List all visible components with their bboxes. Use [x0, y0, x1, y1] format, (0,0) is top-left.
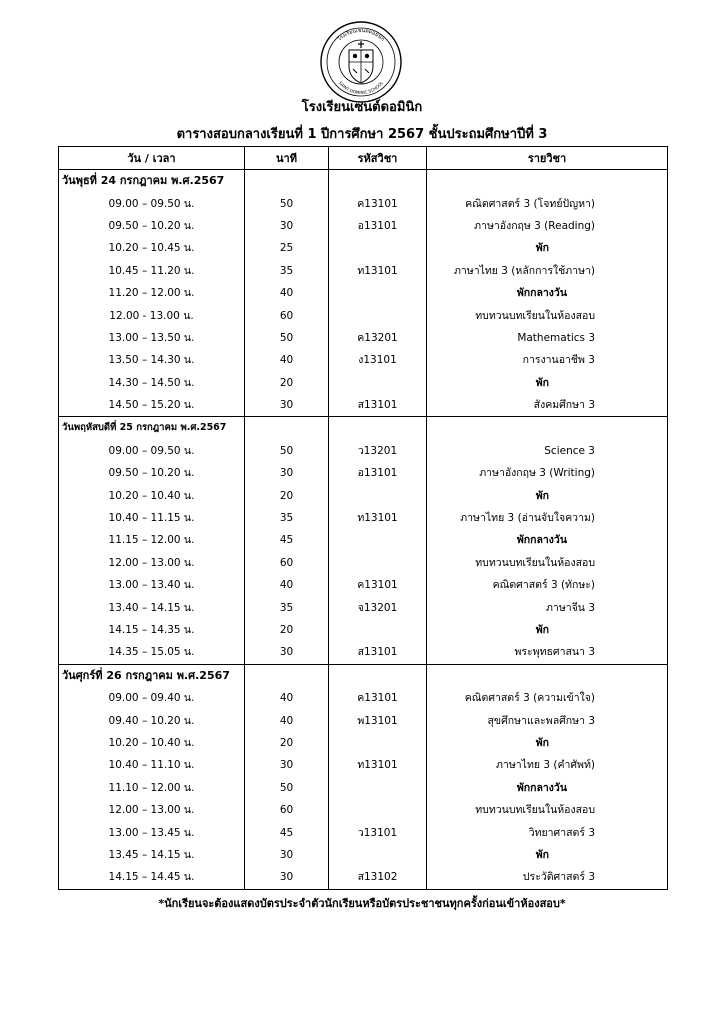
school-logo-icon — [319, 20, 403, 104]
subject-cell: ทบทวนบทเรียนในห้องสอบ — [427, 799, 668, 821]
minutes-cell: 40 — [245, 687, 329, 709]
minutes-cell: 40 — [245, 282, 329, 304]
minutes-cell: 30 — [245, 866, 329, 889]
column-header-minutes: นาที — [245, 147, 329, 170]
minutes-cell: 25 — [245, 237, 329, 259]
subject-cell: คณิตศาสตร์ 3 (ทักษะ) — [427, 574, 668, 596]
table-row — [59, 844, 668, 866]
time-cell: 13.00 – 13.50 น. — [59, 327, 245, 349]
subject-cell: ภาษาอังกฤษ 3 (Reading) — [427, 215, 668, 237]
subject-cell: คณิตศาสตร์ 3 (ความเข้าใจ) — [427, 687, 668, 709]
subject-cell: Mathematics 3 — [427, 327, 668, 349]
subject-code-cell: ส13101 — [329, 394, 427, 417]
time-cell: 09.50 – 10.20 น. — [59, 215, 245, 237]
table-row — [59, 574, 668, 596]
subject-code-cell — [329, 732, 427, 754]
empty-cell — [245, 664, 329, 687]
schedule-body — [59, 170, 668, 890]
day-header-row — [59, 170, 668, 193]
empty-cell — [329, 417, 427, 440]
empty-cell — [245, 417, 329, 440]
day-label: วันพฤหัสบดีที่ 25 กรกฎาคม พ.ศ.2567 — [59, 417, 245, 440]
minutes-cell: 20 — [245, 732, 329, 754]
minutes-cell: 30 — [245, 754, 329, 776]
subject-code-cell: ท13101 — [329, 507, 427, 529]
subject-code-cell: ท13101 — [329, 754, 427, 776]
minutes-cell: 45 — [245, 529, 329, 551]
table-row — [59, 529, 668, 551]
subject-code-cell: พ13101 — [329, 709, 427, 731]
subject-code-cell: ค13201 — [329, 327, 427, 349]
minutes-cell: 35 — [245, 260, 329, 282]
table-row — [59, 260, 668, 282]
table-row — [59, 394, 668, 417]
subject-cell: พัก — [427, 237, 668, 259]
minutes-cell: 40 — [245, 349, 329, 371]
table-row — [59, 484, 668, 506]
empty-cell — [427, 417, 668, 440]
day-label: วันพุธที่ 24 กรกฎาคม พ.ศ.2567 — [59, 170, 245, 193]
subject-code-cell: ท13101 — [329, 260, 427, 282]
subject-code-cell: ง13101 — [329, 349, 427, 371]
time-cell: 09.00 – 09.50 น. — [59, 192, 245, 214]
table-row — [59, 440, 668, 462]
table-row — [59, 732, 668, 754]
time-cell: 14.15 – 14.35 น. — [59, 619, 245, 641]
time-cell: 12.00 - 13.00 น. — [59, 304, 245, 326]
minutes-cell: 30 — [245, 641, 329, 664]
subject-cell: ประวัติศาสตร์ 3 — [427, 866, 668, 889]
table-row — [59, 596, 668, 618]
subject-code-cell: ค13101 — [329, 192, 427, 214]
minutes-cell: 50 — [245, 777, 329, 799]
time-cell: 14.35 – 15.05 น. — [59, 641, 245, 664]
time-cell: 14.15 – 14.45 น. — [59, 866, 245, 889]
subject-cell: พักกลางวัน — [427, 282, 668, 304]
subject-cell: วิทยาศาสตร์ 3 — [427, 821, 668, 843]
table-row — [59, 215, 668, 237]
minutes-cell: 30 — [245, 844, 329, 866]
table-row — [59, 237, 668, 259]
minutes-cell: 35 — [245, 596, 329, 618]
minutes-cell: 30 — [245, 462, 329, 484]
day-label: วันศุกร์ที่ 26 กรกฎาคม พ.ศ.2567 — [59, 664, 245, 687]
time-cell: 10.45 – 11.20 น. — [59, 260, 245, 282]
minutes-cell: 50 — [245, 440, 329, 462]
table-row — [59, 821, 668, 843]
subject-cell: Science 3 — [427, 440, 668, 462]
subject-cell: พัก — [427, 619, 668, 641]
time-cell: 10.20 – 10.40 น. — [59, 484, 245, 506]
logo-bottom-text: SAINT DOMINIC SCHOOL — [337, 80, 385, 96]
subject-cell: การงานอาชีพ 3 — [427, 349, 668, 371]
table-row — [59, 372, 668, 394]
subject-cell: ทบทวนบทเรียนในห้องสอบ — [427, 552, 668, 574]
table-row — [59, 799, 668, 821]
empty-cell — [427, 170, 668, 193]
time-cell: 10.40 – 11.15 น. — [59, 507, 245, 529]
table-header-row — [59, 147, 668, 170]
time-cell: 12.00 – 13.00 น. — [59, 552, 245, 574]
subject-code-cell — [329, 844, 427, 866]
subject-code-cell: จ13201 — [329, 596, 427, 618]
time-cell: 10.20 – 10.40 น. — [59, 732, 245, 754]
subject-code-cell — [329, 777, 427, 799]
day-header-row — [59, 664, 668, 687]
minutes-cell: 60 — [245, 304, 329, 326]
subject-cell: ภาษาไทย 3 (คำศัพท์) — [427, 754, 668, 776]
table-row — [59, 462, 668, 484]
table-row — [59, 192, 668, 214]
subject-cell: พักกลางวัน — [427, 777, 668, 799]
table-row — [59, 641, 668, 664]
logo-top-text: โรงเรียนเซนต์ดอมินิก — [336, 27, 386, 43]
subject-code-cell: ว13201 — [329, 440, 427, 462]
subject-code-cell: ส13101 — [329, 641, 427, 664]
time-cell: 11.20 – 12.00 น. — [59, 282, 245, 304]
minutes-cell: 60 — [245, 799, 329, 821]
table-row — [59, 866, 668, 889]
empty-cell — [329, 664, 427, 687]
time-cell: 09.50 – 10.20 น. — [59, 462, 245, 484]
minutes-cell: 50 — [245, 192, 329, 214]
table-row — [59, 687, 668, 709]
minutes-cell: 30 — [245, 215, 329, 237]
time-cell: 13.50 – 14.30 น. — [59, 349, 245, 371]
minutes-cell: 35 — [245, 507, 329, 529]
subject-cell: ทบทวนบทเรียนในห้องสอบ — [427, 304, 668, 326]
subject-code-cell — [329, 552, 427, 574]
subject-cell: ภาษาอังกฤษ 3 (Writing) — [427, 462, 668, 484]
time-cell: 13.45 – 14.15 น. — [59, 844, 245, 866]
day-header-row — [59, 417, 668, 440]
empty-cell — [245, 170, 329, 193]
subject-code-cell — [329, 237, 427, 259]
time-cell: 09.00 – 09.40 น. — [59, 687, 245, 709]
subject-code-cell: อ13101 — [329, 462, 427, 484]
time-cell: 10.40 – 11.10 น. — [59, 754, 245, 776]
time-cell: 09.40 – 10.20 น. — [59, 709, 245, 731]
subject-code-cell — [329, 799, 427, 821]
minutes-cell: 30 — [245, 394, 329, 417]
table-row — [59, 282, 668, 304]
minutes-cell: 20 — [245, 619, 329, 641]
minutes-cell: 50 — [245, 327, 329, 349]
time-cell: 11.10 – 12.00 น. — [59, 777, 245, 799]
subject-cell: คณิตศาสตร์ 3 (โจทย์ปัญหา) — [427, 192, 668, 214]
minutes-cell: 40 — [245, 709, 329, 731]
table-row — [59, 304, 668, 326]
exam-schedule-title: ตารางสอบกลางเรียนที่ 1 ปีการศึกษา 2567 ชั้นประถมศึกษาปีที่ 3 — [176, 127, 548, 142]
subject-code-cell: ส13102 — [329, 866, 427, 889]
footnote: *นักเรียนจะต้องแสดงบัตรประจำตัวนักเรียนหรือบัตรประชาชนทุกครั้งก่อนเข้าห้องสอบ* — [158, 897, 566, 910]
subject-cell: ภาษาจีน 3 — [427, 596, 668, 618]
subject-cell: พัก — [427, 372, 668, 394]
column-header-subject: รายวิชา — [427, 147, 668, 170]
table-row — [59, 552, 668, 574]
time-cell: 13.00 – 13.40 น. — [59, 574, 245, 596]
table-row — [59, 349, 668, 371]
svg-text:SAINT DOMINIC SCHOOL — [338, 80, 385, 95]
subject-code-cell — [329, 372, 427, 394]
column-header-subject-code: รหัสวิชา — [329, 147, 427, 170]
subject-code-cell — [329, 619, 427, 641]
subject-cell: พระพุทธศาสนา 3 — [427, 641, 668, 664]
subject-code-cell: อ13101 — [329, 215, 427, 237]
school-name: โรงเรียนเซนต์ดอมินิก — [301, 100, 423, 115]
column-header-day-time: วัน / เวลา — [59, 147, 245, 170]
subject-cell: พัก — [427, 844, 668, 866]
subject-code-cell — [329, 282, 427, 304]
subject-cell: ภาษาไทย 3 (หลักการใช้ภาษา) — [427, 260, 668, 282]
subject-code-cell — [329, 529, 427, 551]
minutes-cell: 20 — [245, 484, 329, 506]
minutes-cell: 60 — [245, 552, 329, 574]
time-cell: 10.20 – 10.45 น. — [59, 237, 245, 259]
time-cell: 13.40 – 14.15 น. — [59, 596, 245, 618]
subject-code-cell: ค13101 — [329, 574, 427, 596]
time-cell: 14.50 – 15.20 น. — [59, 394, 245, 417]
table-row — [59, 709, 668, 731]
time-cell: 13.00 – 13.45 น. — [59, 821, 245, 843]
time-cell: 14.30 – 14.50 น. — [59, 372, 245, 394]
table-row — [59, 777, 668, 799]
subject-cell: พักกลางวัน — [427, 529, 668, 551]
subject-code-cell: ค13101 — [329, 687, 427, 709]
table-row — [59, 507, 668, 529]
table-row — [59, 327, 668, 349]
subject-cell: พัก — [427, 732, 668, 754]
exam-schedule-table — [58, 146, 668, 890]
subject-cell: ภาษาไทย 3 (อ่านจับใจความ) — [427, 507, 668, 529]
subject-code-cell — [329, 484, 427, 506]
subject-cell: สุขศึกษาและพลศึกษา 3 — [427, 709, 668, 731]
empty-cell — [329, 170, 427, 193]
time-cell: 12.00 – 13.00 น. — [59, 799, 245, 821]
subject-code-cell — [329, 304, 427, 326]
minutes-cell: 20 — [245, 372, 329, 394]
table-row — [59, 754, 668, 776]
minutes-cell: 40 — [245, 574, 329, 596]
subject-cell: พัก — [427, 484, 668, 506]
time-cell: 09.00 – 09.50 น. — [59, 440, 245, 462]
subject-cell: สังคมศึกษา 3 — [427, 394, 668, 417]
time-cell: 11.15 – 12.00 น. — [59, 529, 245, 551]
table-row — [59, 619, 668, 641]
empty-cell — [427, 664, 668, 687]
minutes-cell: 45 — [245, 821, 329, 843]
subject-code-cell: ว13101 — [329, 821, 427, 843]
